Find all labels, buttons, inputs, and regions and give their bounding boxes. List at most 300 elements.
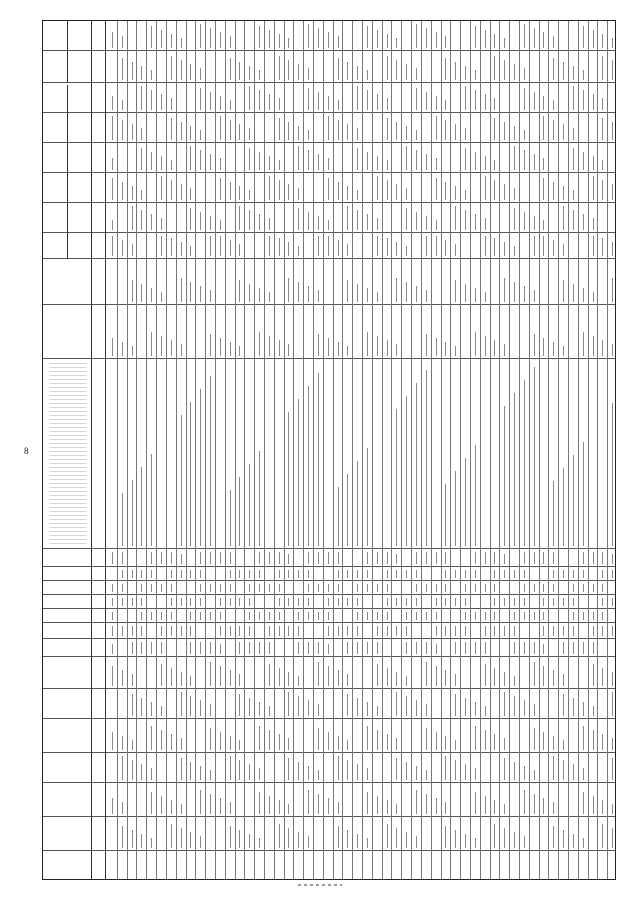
cell-text [445,240,446,256]
cell-text [249,210,250,230]
cell-text [406,762,407,780]
data-table [42,20,616,880]
cell-text [328,158,329,170]
cell-text [122,626,123,636]
cell-text [328,598,329,606]
cell-text [475,838,476,848]
cell-text [563,830,564,848]
cell-text [181,570,182,578]
cell-text [593,156,594,170]
cell-text [200,212,201,230]
cell-text [553,598,554,606]
row-divider [421,21,422,879]
cell-text [171,552,172,564]
cell-text [465,190,466,200]
cell-text [396,122,397,140]
cell-text [514,570,515,578]
cell-text [181,122,182,140]
cell-text [190,642,191,654]
cell-text [269,796,270,814]
cell-text [122,570,123,578]
cell-text [485,796,486,814]
cell-text [141,612,142,620]
cell-text [328,96,329,110]
cell-text [318,290,319,302]
cell-text [141,128,142,140]
cell-text [406,64,407,80]
cell-text [190,832,191,848]
cell-text [514,762,515,780]
cell-text [612,738,613,750]
cell-text [396,626,397,636]
cell-text [524,790,525,814]
cell-text [494,570,495,578]
cell-text [426,370,427,546]
cell-text [357,598,358,606]
cell-text [534,334,535,356]
cell-text [338,826,339,848]
cell-text [338,802,339,814]
cell-text [406,282,407,302]
cell-text [288,570,289,578]
cell-text [122,493,123,546]
row-divider [470,21,471,879]
cell-text [269,612,270,620]
cell-text [602,598,603,606]
cell-text [288,738,289,750]
cell-text [308,286,309,302]
cell-text [338,598,339,606]
cell-text [347,674,348,686]
cell-text [514,208,515,230]
cell-text [338,570,339,578]
cell-text [593,336,594,356]
cell-text [612,344,613,356]
cell-text [347,62,348,80]
cell-text [416,130,417,140]
cell-text [151,726,152,750]
cell-text [210,236,211,256]
cell-text [534,92,535,110]
cell-text [416,766,417,780]
cell-text [200,552,201,564]
cell-text [220,732,221,750]
cell-text [171,340,172,356]
cell-text [298,598,299,606]
cell-text [573,598,574,606]
cell-text [426,584,427,592]
cell-text [259,642,260,654]
row-divider [284,21,285,879]
cell-text [543,732,544,750]
cell-text [190,402,191,546]
cell-text [494,824,495,848]
row-divider [333,21,334,879]
cell-text [210,642,211,654]
cell-text [485,664,486,686]
cell-text [190,282,191,302]
cell-text [112,236,113,256]
cell-text [151,768,152,780]
cell-text [553,100,554,110]
cell-text [504,828,505,848]
cell-text [593,584,594,592]
cell-text [387,340,388,356]
cell-text [200,790,201,814]
cell-text [141,642,142,654]
cell-text [563,186,564,200]
cell-text [514,676,515,686]
cell-text [230,36,231,48]
row-divider [195,21,196,879]
cell-text [288,626,289,636]
cell-text [318,770,319,780]
cell-text [387,612,388,620]
cell-text [230,100,231,110]
cell-text [485,552,486,564]
cell-text [426,552,427,564]
cell-text [230,626,231,636]
cell-text [122,552,123,564]
cell-text [141,626,142,636]
cell-text [367,332,368,356]
cell-text [132,830,133,848]
cell-text [259,570,260,578]
cell-text [514,598,515,606]
cell-text [318,92,319,110]
row-divider [225,21,226,879]
cell-text [583,552,584,564]
cell-text [602,160,603,170]
cell-text [210,216,211,230]
cell-text [318,794,319,814]
cell-text [239,124,240,140]
cell-text [465,210,466,230]
cell-text [151,552,152,564]
cell-text [279,800,280,814]
cell-text [259,288,260,302]
cell-text [308,598,309,606]
cell-text [338,584,339,592]
cell-text [347,598,348,606]
cell-text [494,98,495,110]
cell-text [602,570,603,578]
cell-text [612,804,613,814]
cell-text [602,824,603,848]
cell-text [573,834,574,848]
cell-text [563,674,564,686]
cell-text [563,694,564,716]
cell-text [210,584,211,592]
cell-text [171,612,172,620]
cell-text [298,208,299,230]
cell-text [593,730,594,750]
cell-text [171,668,172,686]
cell-text [543,338,544,356]
cell-text [298,64,299,80]
cell-text [288,184,289,200]
cell-text [396,409,397,546]
cell-text [288,672,289,686]
cell-text [396,828,397,848]
cell-text [210,376,211,546]
cell-text [504,738,505,750]
row-divider [264,21,265,879]
cell-text [465,284,466,302]
cell-text [485,292,486,302]
cell-text [543,552,544,564]
cell-text [161,94,162,110]
row-divider [117,21,118,879]
cell-text [583,642,584,654]
cell-text [563,642,564,654]
cell-text [455,471,456,546]
cell-text [367,642,368,654]
cell-text [200,150,201,170]
cell-text [445,670,446,686]
cell-text [426,642,427,654]
cell-text [347,642,348,654]
cell-text [436,220,437,230]
cell-text [122,120,123,140]
cell-text [524,88,525,110]
cell-text [583,90,584,110]
cell-text [387,98,388,110]
cell-text [318,373,319,546]
cell-text [445,342,446,356]
cell-text [465,584,466,592]
cell-text [112,644,113,654]
row-divider [558,21,559,879]
cell-text [190,208,191,230]
cell-text [210,612,211,620]
cell-text [338,552,339,564]
cell-text [141,66,142,80]
cell-text [416,286,417,302]
cell-text [514,626,515,636]
cell-text [475,445,476,546]
cell-text [181,804,182,814]
cell-text [347,346,348,356]
cell-text [249,642,250,654]
cell-text [367,792,368,814]
cell-text [475,90,476,110]
cell-text [406,598,407,606]
cell-text [249,128,250,140]
cell-text [141,86,142,110]
cell-text [406,832,407,848]
cell-text [151,584,152,592]
cell-text [426,290,427,302]
row-divider [588,21,589,879]
cell-text [230,802,231,814]
cell-text [239,674,240,686]
cell-text [377,236,378,256]
cell-text [132,642,133,654]
cell-text [288,804,289,814]
cell-text [534,612,535,620]
cell-text [455,642,456,654]
cell-text [504,554,505,564]
cell-text [367,584,368,592]
cell-text [494,238,495,256]
cell-text [494,626,495,636]
cell-text [573,626,574,636]
cell-text [122,826,123,848]
cell-text [210,770,211,780]
cell-text [455,740,456,750]
cell-text [210,662,211,686]
cell-text [553,481,554,546]
cell-text [190,612,191,620]
cell-text [445,484,446,546]
cell-text [328,178,329,200]
cell-text [239,186,240,200]
cell-text [200,130,201,140]
cell-text [524,286,525,302]
row-divider [274,21,275,879]
cell-text [288,598,289,606]
cell-text [347,830,348,848]
cell-text [553,802,554,814]
cell-text [465,570,466,578]
cell-text [602,584,603,592]
cell-text [475,768,476,780]
cell-text [543,798,544,814]
cell-text [288,758,289,780]
cell-text [524,24,525,48]
cell-text [455,830,456,848]
cell-text [465,698,466,716]
cell-text [318,642,319,654]
cell-text [161,626,162,636]
row-divider [391,21,392,879]
cell-text [485,218,486,230]
cell-text [357,66,358,80]
cell-text [612,598,613,606]
cell-text [338,626,339,636]
cell-text [171,824,172,848]
cell-text [602,56,603,80]
cell-text [288,242,289,256]
cell-text [230,570,231,578]
cell-text [612,692,613,716]
cell-text [112,158,113,170]
cell-text [583,584,584,592]
cell-text [524,380,525,546]
cell-text [347,694,348,716]
cell-text [171,598,172,606]
cell-text [367,214,368,230]
cell-text [387,626,388,636]
cell-text [151,612,152,620]
cell-text [298,676,299,686]
cell-text [132,694,133,716]
cell-text [416,88,417,110]
cell-text [190,570,191,578]
cell-text [514,146,515,170]
cell-text [279,34,280,48]
cell-text [612,184,613,200]
cell-text [279,340,280,356]
cell-text [122,670,123,686]
cell-text [249,190,250,200]
cell-text [357,612,358,620]
cell-text [396,804,397,814]
cell-text [230,240,231,256]
cell-text [573,642,574,654]
cell-text [279,98,280,110]
cell-text [200,642,201,654]
cell-text [308,150,309,170]
cell-text [249,698,250,716]
header-rule [105,21,106,879]
cell-text [436,158,437,170]
cell-text [573,764,574,780]
cell-text [239,346,240,356]
cell-text [122,598,123,606]
cell-text [308,552,309,564]
cell-text [210,290,211,302]
cell-text [504,804,505,814]
cell-text [543,584,544,592]
cell-text [230,552,231,564]
cell-text [308,130,309,140]
cell-text [151,26,152,48]
cell-text [141,190,142,200]
cell-text [357,764,358,780]
row-divider [352,21,353,879]
cell-text [318,612,319,620]
cell-text [406,696,407,716]
cell-text [534,642,535,654]
cell-text [553,182,554,200]
cell-text [455,598,456,606]
cell-text [181,278,182,302]
cell-text [259,451,260,546]
cell-text [141,584,142,592]
page-number: 8 [24,446,29,456]
cell-text [308,790,309,814]
cell-text [132,124,133,140]
cell-text [249,86,250,110]
cell-text [141,834,142,848]
cell-text [504,692,505,716]
cell-text [190,188,191,200]
row-divider [519,21,520,879]
cell-text [465,642,466,654]
cell-text [200,570,201,578]
cell-text [612,554,613,564]
cell-text [524,700,525,716]
cell-text [220,32,221,48]
cell-text [426,216,427,230]
cell-text [279,612,280,620]
cell-text [377,664,378,686]
cell-text [190,626,191,636]
cell-text [249,284,250,302]
cell-text [524,130,525,140]
cell-text [112,584,113,592]
cell-text [298,832,299,848]
cell-text [132,244,133,256]
cell-text [298,612,299,620]
cell-text [181,738,182,750]
cell-text [318,704,319,716]
cell-text [602,34,603,48]
cell-text [220,612,221,620]
cell-text [259,90,260,110]
